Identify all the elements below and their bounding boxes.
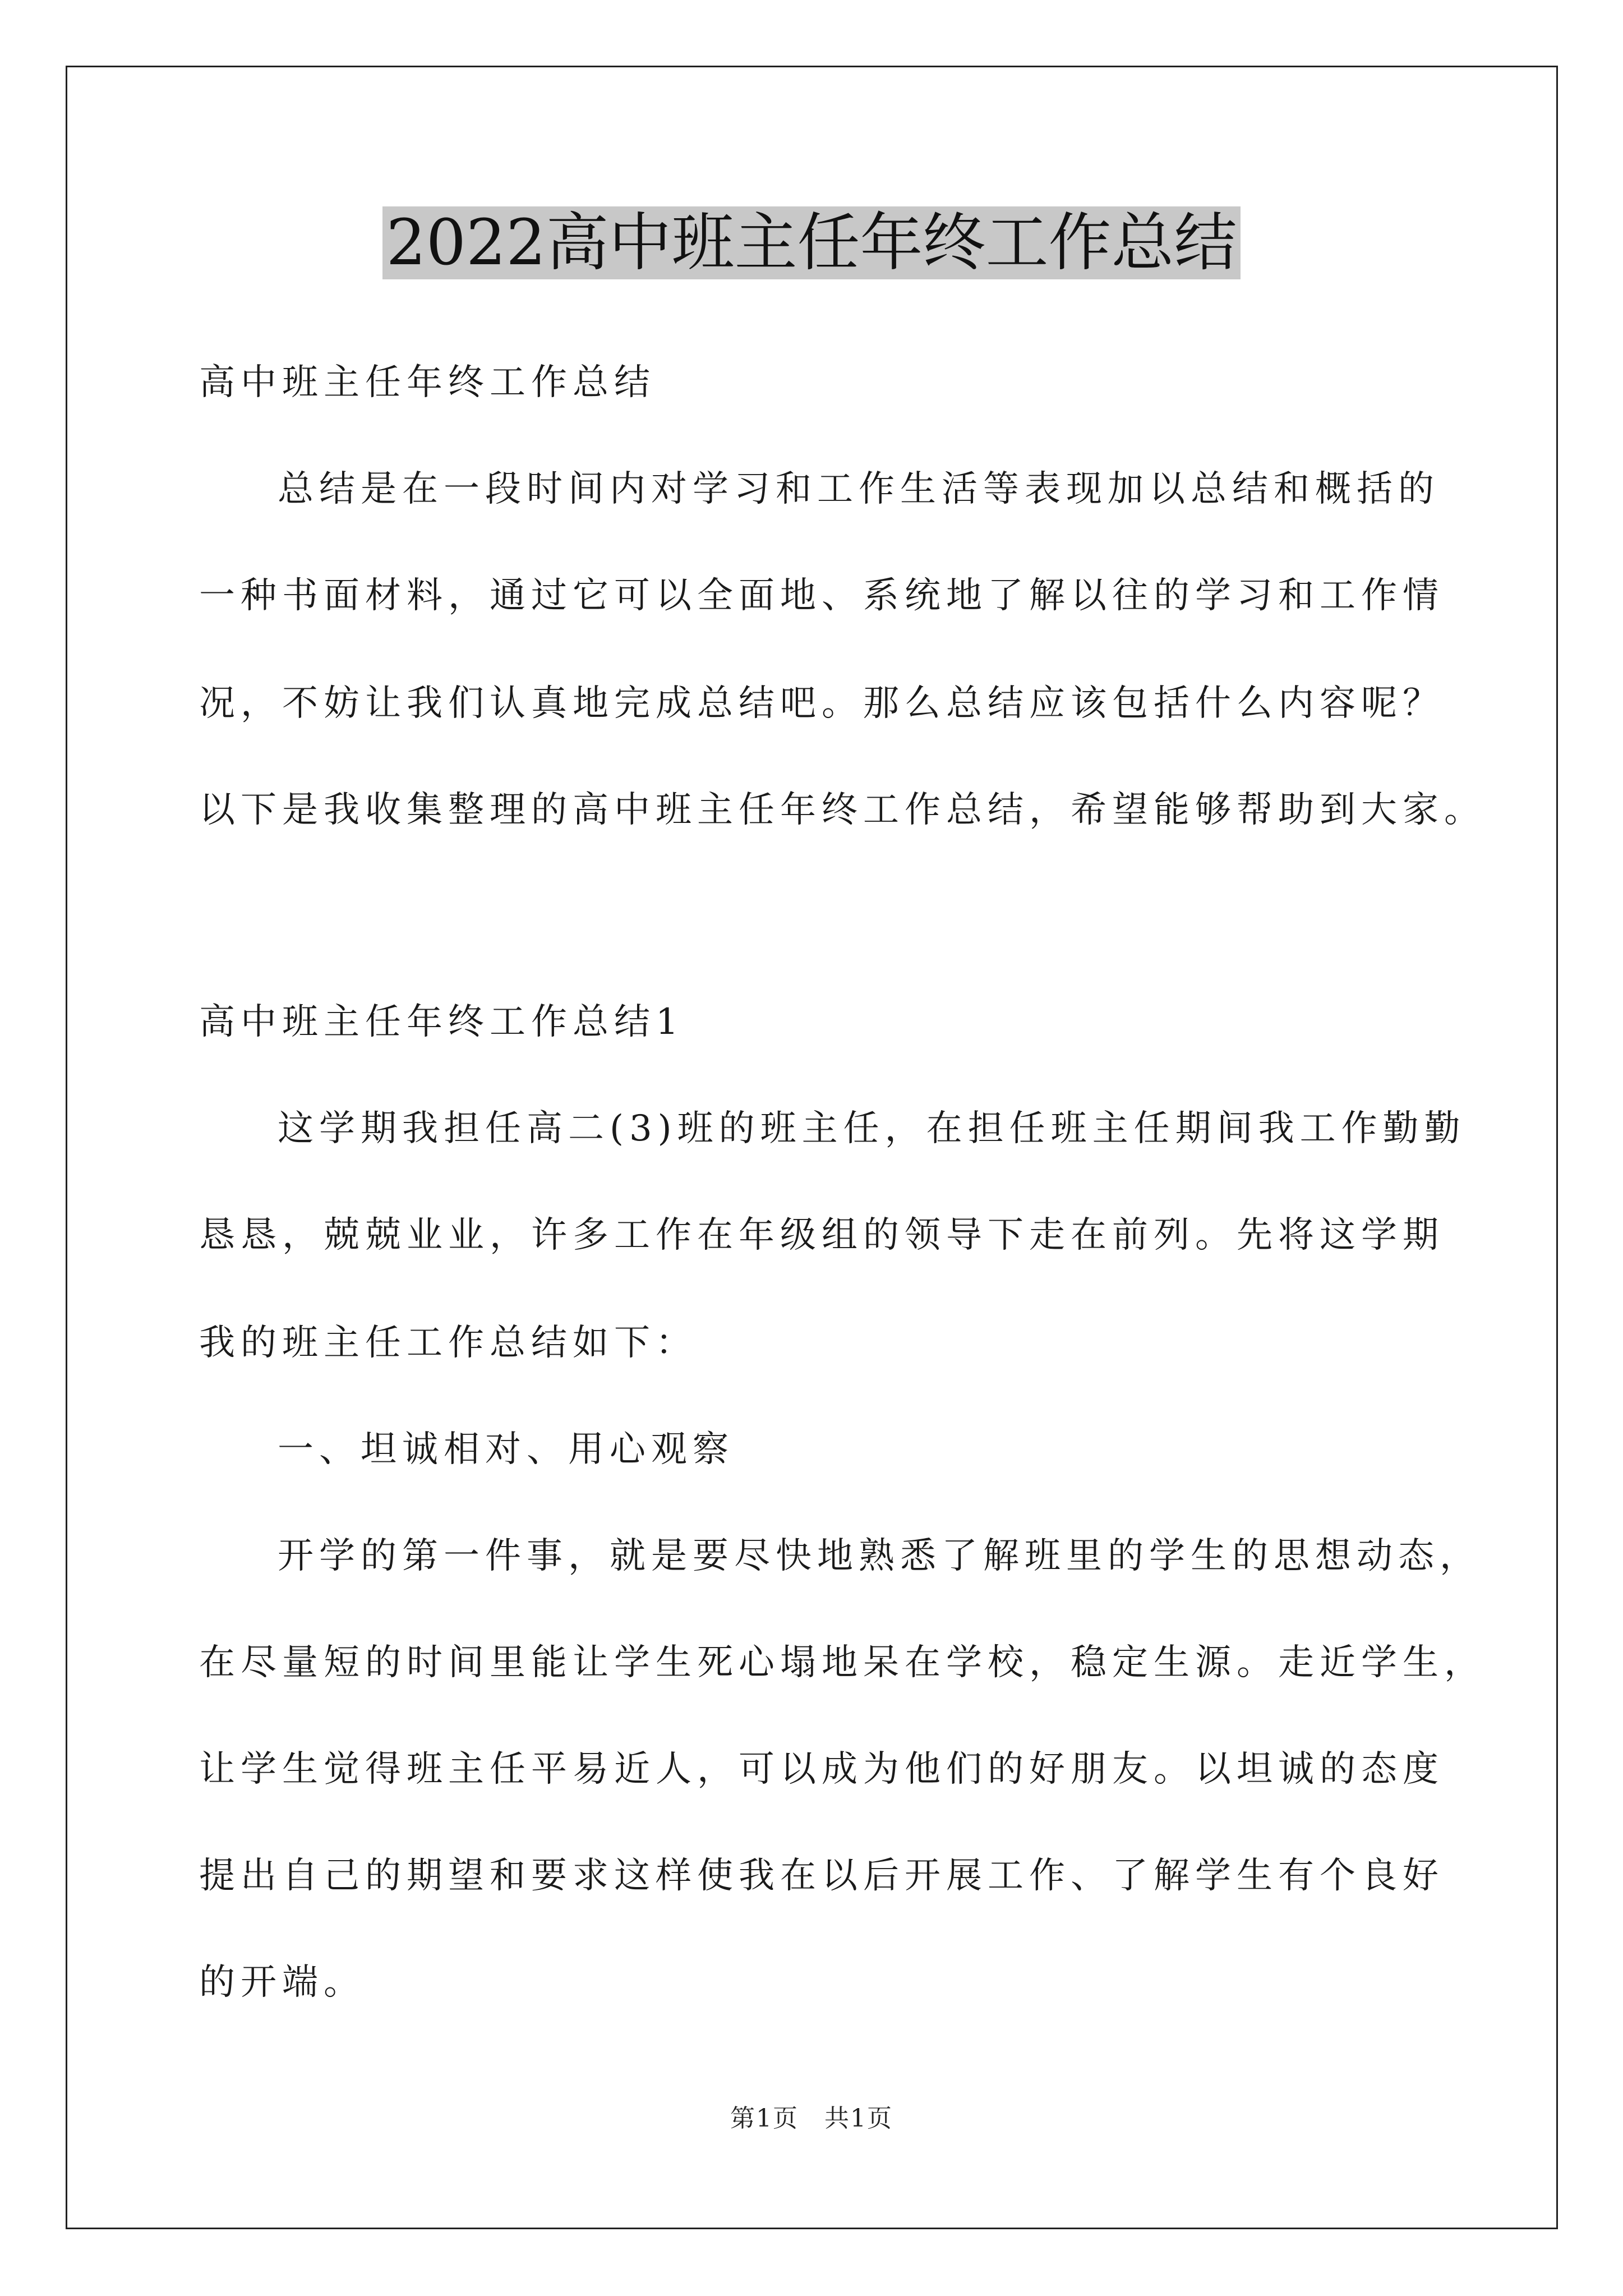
document-title: 2022高中班主任年终工作总结 — [382, 206, 1240, 279]
title-container — [0, 206, 1623, 279]
subtitle-line: 高中班主任年终工作总结 — [199, 362, 656, 403]
page-number-footer: 第1页 共1页 — [730, 2104, 893, 2133]
intro-paragraph-line-4: 以下是我收集整理的高中班主任年终工作总结，希望能够帮助到大家。 — [199, 789, 1486, 831]
subheading-1: 一、坦诚相对、用心观察 — [278, 1429, 734, 1470]
body-paragraph-2-line-1: 开学的第一件事，就是要尽快地熟悉了解班里的学生的思想动态， — [278, 1535, 1481, 1577]
body-paragraph-2-line-3: 让学生觉得班主任平易近人，可以成为他们的好朋友。以坦诚的态度 — [199, 1749, 1444, 1790]
section-heading-1: 高中班主任年终工作总结1 — [199, 1001, 684, 1043]
intro-paragraph-line-1: 总结是在一段时间内对学习和工作生活等表现加以总结和概括的 — [278, 468, 1440, 510]
intro-paragraph-line-3: 况，不妨让我们认真地完成总结吧。那么总结应该包括什么内容呢？ — [199, 683, 1444, 724]
body-paragraph-2-line-4: 提出自己的期望和要求这样使我在以后开展工作、了解学生有个良好 — [199, 1855, 1444, 1897]
body-paragraph-1-line-1: 这学期我担任高二(3)班的班主任，在担任班主任期间我工作勤勤 — [278, 1108, 1466, 1149]
body-paragraph-1-line-2: 恳恳，兢兢业业，许多工作在年级组的领导下走在前列。先将这学期 — [199, 1214, 1444, 1256]
intro-paragraph-line-2: 一种书面材料，通过它可以全面地、系统地了解以往的学习和工作情 — [199, 575, 1444, 616]
body-paragraph-2-line-2: 在尽量短的时间里能让学生死心塌地呆在学校，稳定生源。走近学生， — [199, 1642, 1486, 1683]
body-paragraph-1-line-3: 我的班主任工作总结如下： — [199, 1322, 697, 1364]
body-paragraph-2-line-5: 的开端。 — [199, 1962, 365, 2003]
